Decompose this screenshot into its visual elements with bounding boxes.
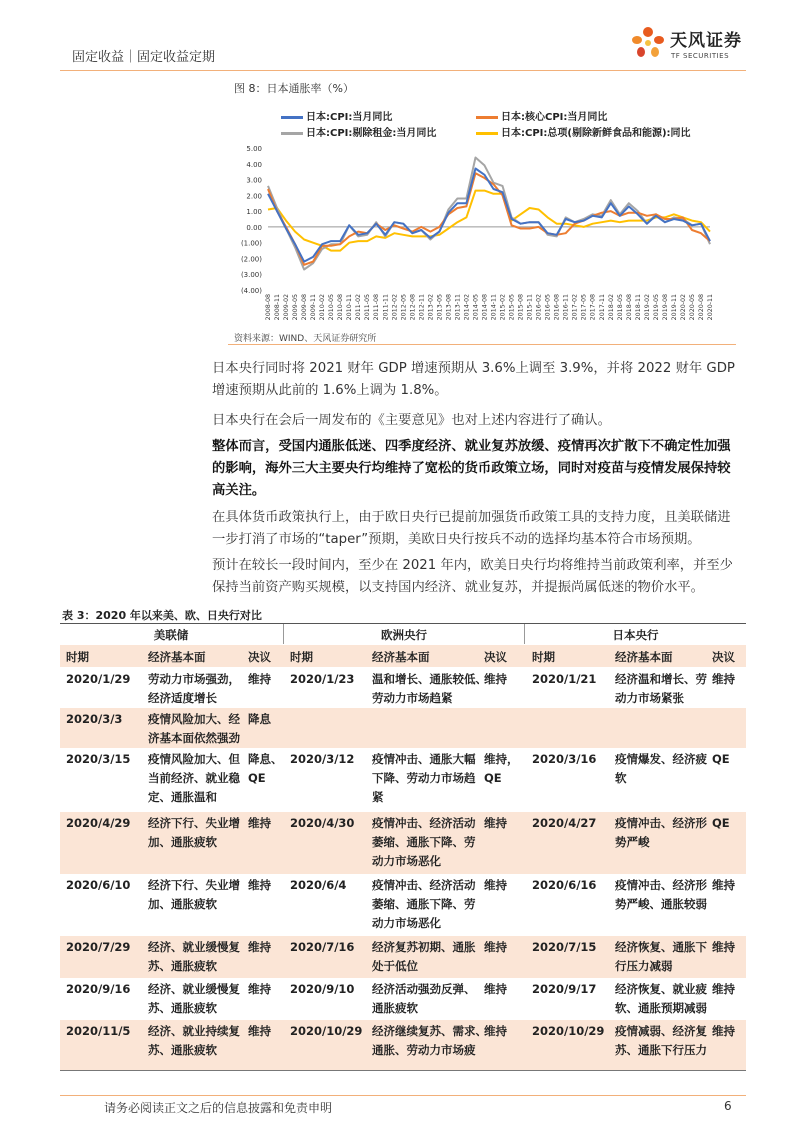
flower-logo-icon xyxy=(628,20,668,66)
table-cell-fed-date: 2020/1/29 xyxy=(66,672,131,686)
table-cell-boj-econ: 软、通胀预期减弱 xyxy=(615,1001,707,1015)
x-tick-label: 2015-02 xyxy=(499,294,507,321)
text-run: 日本央行同时将 2021 财年 GDP 增速预期从 xyxy=(212,361,482,376)
footer-divider xyxy=(60,1095,746,1096)
table-cell-ecb-econ: 动力市场恶化 xyxy=(372,916,441,930)
y-tick-label: 4.00 xyxy=(246,160,262,169)
table-cell-ecb-econ: 疫情冲击、经济活动 xyxy=(372,816,476,830)
x-tick-label: 2009-08 xyxy=(301,294,309,321)
table-cell-fed-econ: 苏、通胀疲软 xyxy=(148,959,217,973)
legend-swatch-icon xyxy=(476,132,498,135)
text-run: ，并将 2022 财年 GDP 增速预期从此前的 xyxy=(212,361,735,398)
table-cell-boj-dec: QE xyxy=(712,752,730,766)
figure-title: 图 8：日本通胀率（%） xyxy=(234,82,354,95)
table-cell-boj-econ: 势严峻 xyxy=(615,835,650,849)
legend-item-cpi xyxy=(281,108,392,123)
col-head-ecb-decision: 决议 xyxy=(484,650,507,664)
table-cell-ecb-dec: 维持 xyxy=(484,982,507,996)
table-cell-ecb-date: 2020/10/29 xyxy=(290,1024,363,1038)
x-tick-label: 2009-02 xyxy=(283,294,291,321)
x-tick-label: 2018-02 xyxy=(607,294,615,321)
legend-swatch-icon xyxy=(281,116,303,119)
table-cell-ecb-date: 2020/9/10 xyxy=(290,982,355,996)
text-run: 。 xyxy=(434,383,448,398)
table-cell-ecb-econ: 通胀疲软 xyxy=(372,1001,418,1015)
paragraph-main-opinions: 日本央行在会后一周发布的《主要意见》也对上述内容进行了确认。 xyxy=(212,413,611,428)
table-cell-fed-econ: 加、通胀疲软 xyxy=(148,897,217,911)
x-tick-label: 2020-02 xyxy=(679,294,687,321)
x-tick-label: 2014-02 xyxy=(463,294,471,321)
table-cell-boj-econ: 疫情冲击、经济形 xyxy=(615,878,707,892)
y-tick-label: (3.00) xyxy=(240,271,262,280)
table-cell-boj-dec: 维持 xyxy=(712,940,735,954)
table-cell-boj-econ: 经济恢复、通胀下 xyxy=(615,940,707,954)
table-cell-boj-econ: 疫情冲击、经济形 xyxy=(615,816,707,830)
table-cell-ecb-dec: 维持 xyxy=(484,816,507,830)
x-tick-label: 2010-11 xyxy=(346,294,354,321)
x-tick-label: 2020-05 xyxy=(688,294,696,321)
text-run: 1.8% xyxy=(400,383,435,398)
table-cell-fed-date: 2020/4/29 xyxy=(66,816,131,830)
x-tick-label: 2014-08 xyxy=(481,294,489,321)
table-cell-ecb-econ: 经济复苏初期、通胀 xyxy=(372,940,476,954)
text-run: 上调至 xyxy=(515,361,560,376)
legend-label: 日本:CPI:总项(剔除新鲜食品和能源):同比 xyxy=(501,128,691,139)
table-cell-fed-date: 2020/9/16 xyxy=(66,982,131,996)
x-tick-label: 2009-05 xyxy=(292,294,300,321)
y-tick-label: 2.00 xyxy=(246,192,262,201)
x-tick-label: 2011-05 xyxy=(364,294,372,321)
table-cell-ecb-date: 2020/7/16 xyxy=(290,940,355,954)
table-cell-ecb-econ: 温和增长、通胀较低、 xyxy=(372,672,487,686)
x-tick-label: 2018-11 xyxy=(634,294,642,321)
paragraph-policy-execution: 在具体货币政策执行上，由于欧日央行已提前加强货币政策工具的支持力度，且美联储进一步打消了市场的“taper”预期，美欧日央行按兵不动的选择均基本符合市场预期。 xyxy=(212,510,731,547)
legend-item-cpi-ex-food-energy xyxy=(476,124,691,139)
table-cell-ecb-econ: 经济活动强劲反弹、 xyxy=(372,982,476,996)
table-cell-boj-date: 2020/3/16 xyxy=(532,752,597,766)
x-tick-label: 2014-11 xyxy=(490,294,498,321)
x-tick-label: 2011-08 xyxy=(373,294,381,321)
x-tick-label: 2014-05 xyxy=(472,294,480,321)
x-tick-label: 2017-05 xyxy=(580,294,588,321)
x-tick-label: 2019-11 xyxy=(670,294,678,321)
table-cell-boj-econ: 疫情爆发、经济疲 xyxy=(615,752,707,766)
legend-item-core-cpi xyxy=(476,108,607,123)
table-cell-fed-econ: 当前经济、就业稳 xyxy=(148,771,240,785)
table-cell-fed-econ: 经济适度增长 xyxy=(148,691,217,705)
table-cell-fed-dec: 降息 xyxy=(248,712,271,726)
x-tick-label: 2019-05 xyxy=(652,294,660,321)
col-head-fed-econ: 经济基本面 xyxy=(148,650,206,664)
x-tick-label: 2017-02 xyxy=(571,294,579,321)
table-cell-fed-econ: 苏、通胀疲软 xyxy=(148,1043,217,1057)
x-tick-label: 2016-05 xyxy=(544,294,552,321)
table-cell-ecb-econ: 经济继续复苏、需求、 xyxy=(372,1024,487,1038)
table-cell-ecb-econ: 动力市场恶化 xyxy=(372,854,441,868)
table-cell-fed-dec: 降息、 xyxy=(248,752,283,766)
table-cell-fed-date: 2020/6/10 xyxy=(66,878,131,892)
table-cell-fed-date: 2020/11/5 xyxy=(66,1024,131,1038)
brand-logo xyxy=(628,20,748,70)
x-tick-label: 2011-02 xyxy=(355,294,363,321)
x-tick-label: 2020-08 xyxy=(697,294,705,321)
x-tick-label: 2015-08 xyxy=(517,294,525,321)
figure-divider xyxy=(228,344,736,345)
x-tick-label: 2020-11 xyxy=(707,294,714,321)
series-line-2 xyxy=(268,158,710,270)
table-cell-fed-econ: 疫情风险加大、经 xyxy=(148,712,240,726)
table-cell-fed-econ: 定、通胀温和 xyxy=(148,790,217,804)
col-head-fed-date: 时期 xyxy=(66,650,89,664)
table-bottom-rule xyxy=(60,1070,746,1071)
x-tick-label: 2017-11 xyxy=(598,294,606,321)
table-cell-ecb-dec: 维持， xyxy=(484,752,519,766)
x-tick-label: 2012-11 xyxy=(418,294,426,321)
inflation-line-chart xyxy=(228,140,728,328)
legend-item-cpi-ex-rent xyxy=(281,124,436,139)
figure-source: 资料来源：WIND、天风证券研究所 xyxy=(234,334,377,344)
table-cell-fed-econ: 加、通胀疲软 xyxy=(148,835,217,849)
legend-swatch-icon xyxy=(281,132,303,135)
col-head-fed-decision: 决议 xyxy=(248,650,271,664)
text-run: 上调为 xyxy=(356,383,401,398)
x-tick-label: 2013-08 xyxy=(445,294,453,321)
table-cell-fed-dec: 维持 xyxy=(248,940,271,954)
x-tick-label: 2019-02 xyxy=(643,294,651,321)
table-cell-fed-date: 2020/3/3 xyxy=(66,712,123,726)
table-cell-ecb-econ: 通胀、劳动力市场疲 xyxy=(372,1043,476,1057)
table-cell-boj-econ: 经济温和增长、劳 xyxy=(615,672,707,686)
table-cell-fed-econ: 济基本面依然强劲 xyxy=(148,731,240,745)
x-tick-label: 2008-11 xyxy=(274,294,282,321)
table-cell-boj-date: 2020/9/17 xyxy=(532,982,597,996)
table-cell-boj-dec: QE xyxy=(712,816,730,830)
x-tick-label: 2010-02 xyxy=(319,294,327,321)
table-cell-fed-date: 2020/7/29 xyxy=(66,940,131,954)
col-head-ecb-date: 时期 xyxy=(290,650,313,664)
legend-label: 日本:CPI:当月同比 xyxy=(306,112,393,123)
x-tick-label: 2012-02 xyxy=(391,294,399,321)
table-cell-fed-econ: 经济下行、失业增 xyxy=(148,878,240,892)
table-cell-ecb-econ: 劳动力市场趋紧 xyxy=(372,691,453,705)
x-tick-label: 2016-02 xyxy=(535,294,543,321)
x-tick-label: 2009-11 xyxy=(310,294,318,321)
table-cell-boj-date: 2020/10/29 xyxy=(532,1024,605,1038)
group-head-boj: 日本央行 xyxy=(612,628,659,642)
y-tick-label: (4.00) xyxy=(240,287,262,295)
x-tick-label: 2016-11 xyxy=(562,294,570,321)
table-cell-boj-econ: 疫情减弱、经济复 xyxy=(615,1024,707,1038)
y-tick-label: 1.00 xyxy=(246,208,262,217)
table-cell-fed-econ: 经济、就业缓慢复 xyxy=(148,982,240,996)
table-title: 表 3：2020 年以来美、欧、日央行对比 xyxy=(62,609,262,622)
col-head-boj-decision: 决议 xyxy=(712,650,735,664)
table-cell-ecb-econ: 萎缩、通胀下降、劳 xyxy=(372,897,476,911)
table-cell-ecb-dec: QE xyxy=(484,771,502,785)
table-cell-ecb-date: 2020/1/23 xyxy=(290,672,355,686)
x-tick-label: 2019-08 xyxy=(661,294,669,321)
y-tick-label: (2.00) xyxy=(240,255,262,264)
x-tick-label: 2012-08 xyxy=(409,294,417,321)
table-cell-fed-econ: 劳动力市场强劲， xyxy=(148,672,240,686)
page-number: 6 xyxy=(724,1099,732,1113)
table-cell-boj-dec: 维持 xyxy=(712,878,735,892)
legend-swatch-icon xyxy=(476,116,498,119)
x-tick-label: 2013-02 xyxy=(427,294,435,321)
table-cell-fed-econ: 经济下行、失业增 xyxy=(148,816,240,830)
table-cell-boj-econ: 苏、通胀下行压力 xyxy=(615,1043,707,1057)
table-cell-boj-date: 2020/1/21 xyxy=(532,672,597,686)
footer-disclaimer: 请务必阅读正文之后的信息披露和免责申明 xyxy=(104,1101,333,1115)
paragraph-gdp-forecast xyxy=(212,358,738,402)
legend-label: 日本:核心CPI:当月同比 xyxy=(501,112,608,123)
table-top-rule xyxy=(60,623,746,624)
table-cell-ecb-date: 2020/6/4 xyxy=(290,878,347,892)
table-cell-boj-econ: 软 xyxy=(615,771,627,785)
table-cell-boj-date: 2020/7/15 xyxy=(532,940,597,954)
table-cell-boj-econ: 经济恢复、就业疲 xyxy=(615,982,707,996)
header-section-label: 固定收益｜固定收益定期 xyxy=(72,50,216,65)
table-cell-boj-dec: 维持 xyxy=(712,672,735,686)
col-head-boj-date: 时期 xyxy=(532,650,555,664)
table-cell-fed-date: 2020/3/15 xyxy=(66,752,131,766)
y-tick-label: 0.00 xyxy=(246,223,262,232)
x-tick-label: 2015-05 xyxy=(508,294,516,321)
table-cell-boj-econ: 势严峻、通胀较弱 xyxy=(615,897,707,911)
table-cell-boj-date: 2020/6/16 xyxy=(532,878,597,892)
table-cell-boj-dec: 维持 xyxy=(712,982,735,996)
table-cell-boj-dec: 维持 xyxy=(712,1024,735,1038)
table-cell-fed-dec: 维持 xyxy=(248,816,271,830)
group-head-fed: 美联储 xyxy=(153,628,189,642)
x-tick-label: 2016-08 xyxy=(553,294,561,321)
table-cell-fed-dec: 维持 xyxy=(248,1024,271,1038)
col-head-boj-econ: 经济基本面 xyxy=(615,650,673,664)
text-run: 3.9% xyxy=(559,361,594,376)
table-cell-fed-econ: 苏、通胀疲软 xyxy=(148,1001,217,1015)
x-tick-label: 2017-08 xyxy=(589,294,597,321)
x-tick-label: 2008-08 xyxy=(265,294,272,321)
table-cell-ecb-econ: 紧 xyxy=(372,790,384,804)
y-tick-label: (1.00) xyxy=(240,239,262,248)
group-head-ecb: 欧洲央行 xyxy=(381,628,427,642)
paragraph-summary: 整体而言，受国内通胀低迷、四季度经济、就业复苏放缓、疫情再次扩散下不确定性加强的影响，海外三大主要央行均维持了宽松的货币政策立场，同时对疫苗与疫情发展保持较高关注。 xyxy=(212,439,731,498)
y-tick-label: 5.00 xyxy=(246,145,262,153)
table-cell-fed-dec: 维持 xyxy=(248,878,271,892)
paragraph-outlook: 预计在较长一段时间内，至少在 2021 年内，欧美日央行均将维持当前政策利率，并至少保持当前资产购买规模，以支持国内经济、就业复苏，并提振尚属低迷的物价水平。 xyxy=(212,558,733,595)
brand-name-cn: 天风证券 xyxy=(670,31,742,51)
table-cell-ecb-date: 2020/4/30 xyxy=(290,816,355,830)
table-cell-ecb-dec: 维持 xyxy=(484,878,507,892)
table-cell-fed-dec: QE xyxy=(248,771,266,785)
col-head-ecb-econ: 经济基本面 xyxy=(372,650,430,664)
table-cell-fed-econ: 疫情风险加大、但 xyxy=(148,752,240,766)
x-tick-label: 2010-08 xyxy=(337,294,345,321)
header-divider xyxy=(60,70,746,71)
y-tick-label: 3.00 xyxy=(246,176,262,185)
table-cell-ecb-econ: 疫情冲击、通胀大幅 xyxy=(372,752,476,766)
table-cell-ecb-econ: 萎缩、通胀下降、劳 xyxy=(372,835,476,849)
table-cell-ecb-econ: 疫情冲击、经济活动 xyxy=(372,878,476,892)
x-tick-label: 2013-11 xyxy=(454,294,462,321)
table-cell-ecb-dec: 维持 xyxy=(484,1024,507,1038)
legend-label: 日本:CPI:剔除租金:当月同比 xyxy=(306,128,437,139)
x-tick-label: 2011-11 xyxy=(382,294,390,321)
text-run: 1.6% xyxy=(322,383,357,398)
x-tick-label: 2013-05 xyxy=(436,294,444,321)
brand-name-en: TF SECURITIES xyxy=(671,52,730,60)
table-cell-fed-econ: 经济、就业持续复 xyxy=(148,1024,240,1038)
table-cell-ecb-date: 2020/3/12 xyxy=(290,752,355,766)
text-run: 3.6% xyxy=(481,361,516,376)
table-cell-ecb-dec: 维持 xyxy=(484,672,507,686)
x-tick-label: 2015-11 xyxy=(526,294,534,321)
table-cell-boj-date: 2020/4/27 xyxy=(532,816,597,830)
table-cell-fed-econ: 经济、就业缓慢复 xyxy=(148,940,240,954)
table-cell-fed-dec: 维持 xyxy=(248,672,271,686)
table-cell-fed-dec: 维持 xyxy=(248,982,271,996)
table-cell-boj-econ: 行压力减弱 xyxy=(615,959,673,973)
table-cell-ecb-econ: 处于低位 xyxy=(372,959,418,973)
x-tick-label: 2012-05 xyxy=(400,294,408,321)
x-tick-label: 2010-05 xyxy=(328,294,336,321)
table-cell-ecb-econ: 下降、劳动力市场趋 xyxy=(372,771,476,785)
x-tick-label: 2018-05 xyxy=(616,294,624,321)
table-cell-ecb-dec: 维持 xyxy=(484,940,507,954)
table-cell-boj-econ: 动力市场紧张 xyxy=(615,691,684,705)
x-tick-label: 2018-08 xyxy=(625,294,633,321)
